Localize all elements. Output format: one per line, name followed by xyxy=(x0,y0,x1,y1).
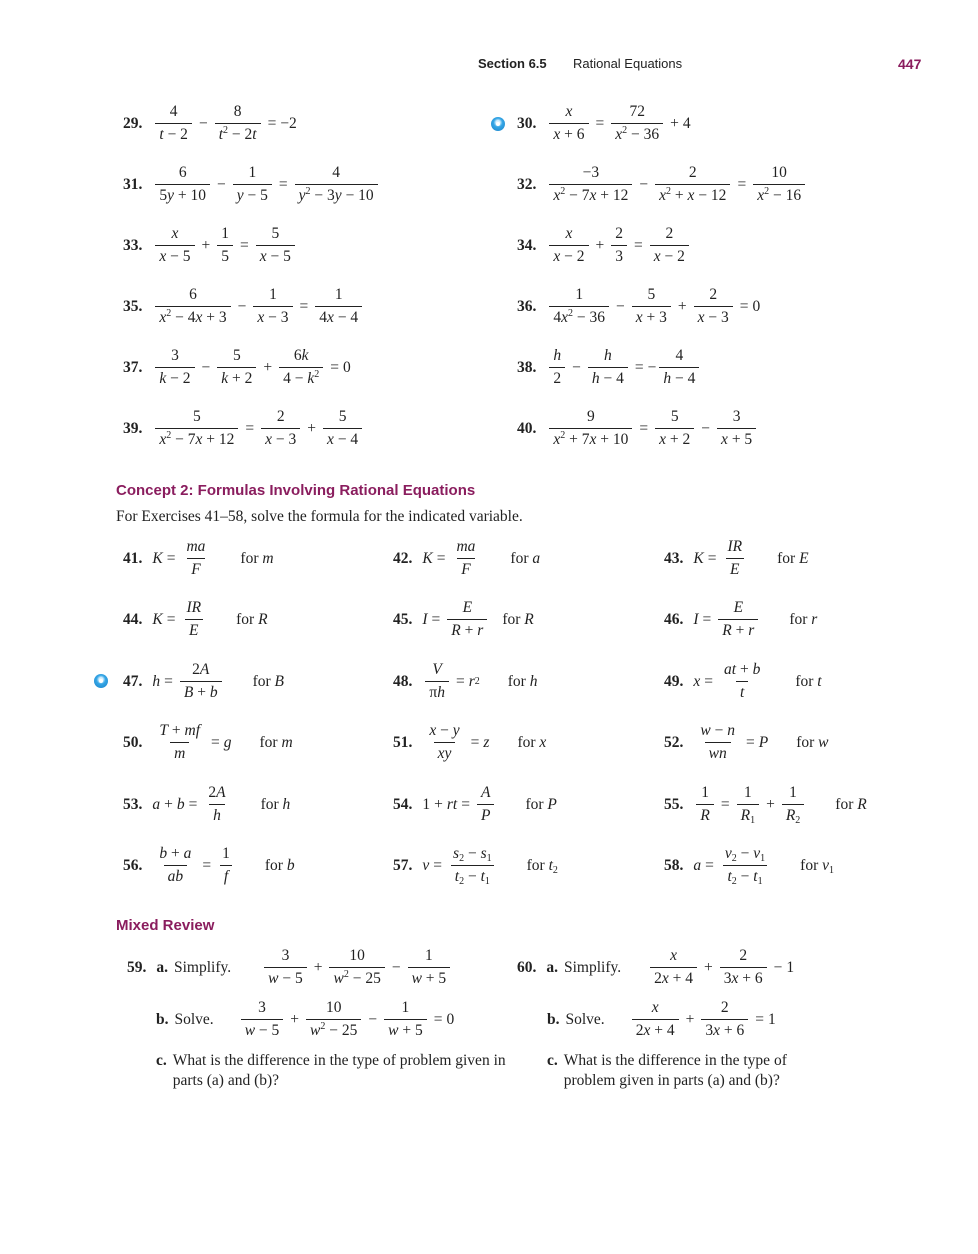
exercise-39: 39. $\frac{5}{x^2 - 7x + 12}$ = $\frac{2}{x - 3}$ + $\frac{5}{x - 4}$ xyxy=(123,408,365,449)
exercise-47: 47. h = $\frac{2A}{B + b}$ for B xyxy=(123,661,285,701)
exercise-58: 58. a = $\frac{v_2 - v_1}{t_2 - t_1}$ for $v_1$ xyxy=(664,845,834,887)
exercise-56: 56. $\frac{b + a}{ab}$ = $\frac{1}{f}$ for b xyxy=(123,845,295,885)
exercise-42: 42. K = $\frac{ma}{F}$ for a xyxy=(393,538,541,578)
exercise-57: 57. v = $\frac{s_2 - s_1}{t_2 - t_1}$ for $t_2$ xyxy=(393,845,558,887)
exercise-38: 38. $\frac{h}{2}$ − $\frac{h}{h - 4}$ = − $\frac{4}{h - 4}$ xyxy=(517,347,702,388)
exercise-35: 35. $\frac{6}{x^2 - 4x + 3}$ − $\frac{1}{x - 3}$ = $\frac{1}{4x - 4}$ xyxy=(123,286,365,327)
exercise-44: 44. K = $\frac{IR}{E}$ for R xyxy=(123,599,268,639)
exercise-60-a: 60. a. Simplify. $\frac{x}{2x + 4}$ + $\frac{2}{3x + 6}$ − 1 xyxy=(517,947,795,987)
cd-icon[interactable] xyxy=(491,117,505,131)
exercise-40: 40. $\frac{9}{x^2 + 7x + 10}$ = $\frac{5}{x + 2}$ − $\frac{3}{x + 5}$ xyxy=(517,408,759,449)
exercise-59-c: c. What is the difference in the type of problem given in parts (a) and (b)? xyxy=(156,1052,506,1089)
exercise-49: 49. x = $\frac{at + b}{t}$ for t xyxy=(664,661,822,701)
exercise-53: 53. a + b = $\frac{2A}{h}$ for h xyxy=(123,784,291,824)
exercise-51: 51. $\frac{x - y}{xy}$ = z for x xyxy=(393,722,547,762)
concept-2-heading: Concept 2: Formulas Involving Rational Equations xyxy=(116,482,476,499)
exercise-36: 36. $\frac{1}{4x^2 - 36}$ − $\frac{5}{x + 3}$ + $\frac{2}{x - 3}$ = 0 xyxy=(517,286,761,326)
exercise-46: 46. I = $\frac{E}{R + r}$ for r xyxy=(664,599,818,639)
exercise-60-b: b. Solve. $\frac{x}{2x + 4}$ + $\frac{2}{3x + 6}$ = 1 xyxy=(547,999,776,1039)
exercise-45: 45. I = $\frac{E}{R + r}$ for R xyxy=(393,599,534,639)
exercise-32: 32. $\frac{-3}{x^2 - 7x + 12}$ − $\frac{2}{x^2 + x - 12}$ = $\frac{10}{x^2 - 16}$ xyxy=(517,164,808,205)
exercise-55: 55. $\frac{1}{R}$ = $\frac{1}{R_1}$ + $\frac{1}{R_2}$ for R xyxy=(664,784,867,826)
exercise-50: 50. $\frac{T + mf}{m}$ = g for m xyxy=(123,722,293,762)
exercise-29: 29. $\frac{4}{t - 2}$ − $\frac{8}{t^2 - 2t}$ = −2 xyxy=(123,103,297,143)
exercise-59-b: b. Solve. $\frac{3}{w - 5}$ + $\frac{10}{w^2 - 25}$ − $\frac{1}{w + 5}$ = 0 xyxy=(156,999,455,1039)
exercise-52: 52. $\frac{w - n}{wn}$ = P for w xyxy=(664,722,829,762)
exercise-34: 34. $\frac{x}{x - 2}$ + $\frac{2}{3}$ = $\frac{2}{x - 2}$ xyxy=(517,225,692,266)
exercise-41: 41. K = $\frac{ma}{F}$ for m xyxy=(123,538,274,578)
mixed-review-heading: Mixed Review xyxy=(116,917,215,934)
exercise-54: 54. 1 + rt = $\frac{A}{P}$ for P xyxy=(393,784,557,824)
exercise-33: 33. $\frac{x}{x - 5}$ + $\frac{1}{5}$ = $\frac{5}{x - 5}$ xyxy=(123,225,298,266)
cd-icon[interactable] xyxy=(94,674,108,688)
exercise-37: 37. $\frac{3}{k - 2}$ − $\frac{5}{k + 2}$ + $\frac{6k}{4 - k^2}$ = 0 xyxy=(123,347,351,387)
exercise-43: 43. K = $\frac{IR}{E}$ for E xyxy=(664,538,809,578)
exercise-48: 48. $\frac{V}{\pi h}$ = r 2 for h xyxy=(393,661,538,701)
section-label: Section 6.5 xyxy=(478,56,547,71)
section-title: Rational Equations xyxy=(573,56,683,71)
exercise-59-a: 59. a. Simplify. $\frac{3}{w - 5}$ + $\frac{10}{w^2 - 25}$ − $\frac{1}{w + 5}$ xyxy=(127,947,453,988)
page-number: 447 xyxy=(898,56,922,72)
exercise-31: 31. $\frac{6}{5y + 10}$ − $\frac{1}{y - 5}$ = $\frac{4}{y^2 - 3y - 10}$ xyxy=(123,164,381,205)
exercise-30: 30. $\frac{x}{x + 6}$ = $\frac{72}{x^2 - 36}$ + 4 xyxy=(517,103,691,143)
concept-2-intro: For Exercises 41–58, solve the formula for the indicated variable. xyxy=(116,508,523,525)
exercise-60-c: c. What is the difference in the type of problem given in parts (a) and (b)? xyxy=(547,1052,787,1089)
